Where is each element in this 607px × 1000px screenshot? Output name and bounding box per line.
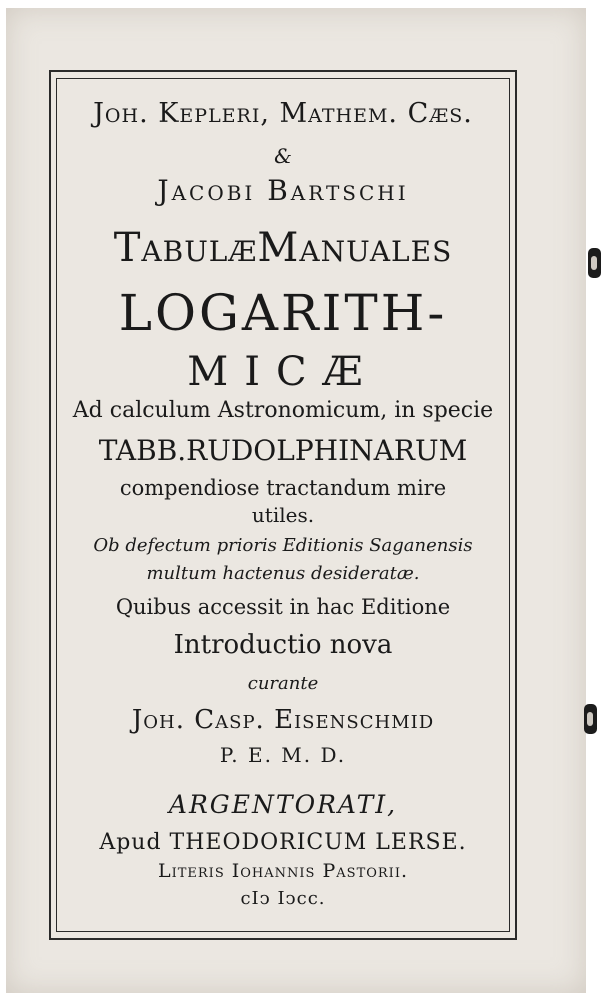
- line-ob-defectum: Ob defectum prioris Editionis Saganensis: [93, 535, 473, 556]
- title-tabulae-manuales: TabulæManuales: [113, 225, 453, 271]
- author-kepler: Joh. Kepleri, Mathem. Cæs.: [93, 98, 473, 129]
- editor-eisenschmid: Joh. Casp. Eisenschmid: [131, 705, 435, 735]
- ampersand: &: [274, 144, 292, 168]
- editor-title: P. E. M. D.: [219, 743, 347, 767]
- clasp-top: [588, 248, 601, 278]
- imprint-printer: Literis Iohannis Pastorii.: [157, 860, 408, 882]
- line-multum: multum hactenus desideratæ.: [146, 563, 420, 584]
- line-ad-calculum: Ad calculum Astronomicum, in specie: [72, 398, 494, 423]
- title-logarith: LOGARITH-: [118, 284, 448, 342]
- title-micae: MICÆ: [187, 349, 379, 395]
- author-bartsch: Jacobi Bartschi: [157, 174, 409, 207]
- line-introductio: Introductio nova: [173, 630, 393, 660]
- line-compendiose: compendiose tractandum mire: [119, 476, 447, 500]
- imprint-argentorati: ARGENTORATI,: [168, 790, 398, 819]
- line-quibus: Quibus accessit in hac Editione: [115, 595, 451, 619]
- clasp-bottom: [584, 704, 597, 734]
- imprint-publisher: Apud THEODORICUM LERSE.: [99, 830, 467, 855]
- line-utiles: utiles.: [251, 503, 315, 527]
- line-curante: curante: [247, 673, 319, 694]
- line-tabb-rudolphinarum: TABB.RUDOLPHINARUM: [98, 434, 468, 467]
- imprint-date: cIↄ Iↄcc.: [240, 888, 326, 909]
